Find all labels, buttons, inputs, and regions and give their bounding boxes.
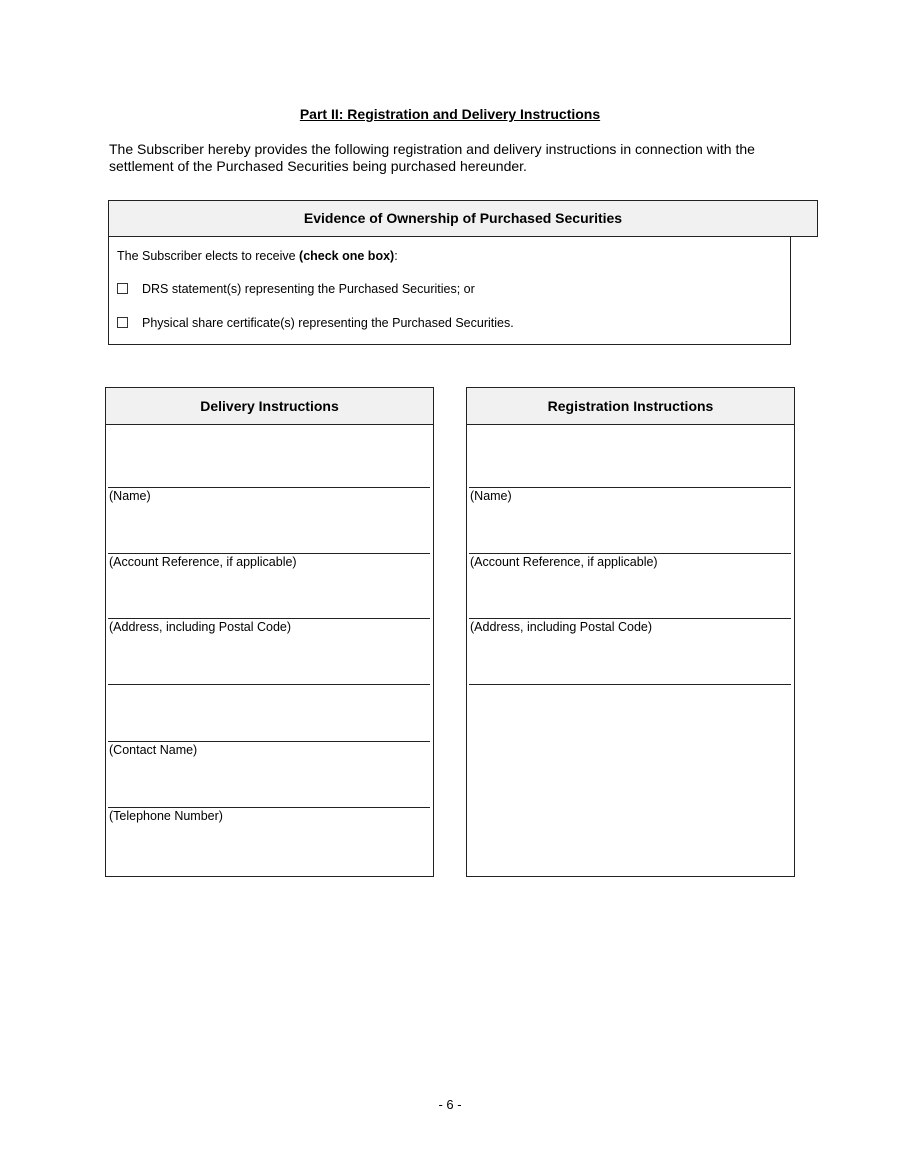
evidence-header: Evidence of Ownership of Purchased Securities (109, 201, 817, 236)
physical-checkbox[interactable] (117, 317, 128, 328)
delivery-box (105, 387, 434, 877)
registration-account-label: (Account Reference, if applicable) (470, 555, 658, 569)
delivery-name-line[interactable] (108, 487, 430, 488)
registration-header: Registration Instructions (467, 388, 794, 425)
option-drs-label: DRS statement(s) representing the Purchased Securities; or (142, 282, 475, 296)
delivery-telephone-label: (Telephone Number) (109, 809, 223, 823)
option-physical-label: Physical share certificate(s) representing the Purchased Securities. (142, 316, 514, 330)
page-number: - 6 - (438, 1097, 462, 1112)
evidence-header-box (108, 200, 818, 237)
registration-address-label: (Address, including Postal Code) (470, 620, 653, 634)
registration-box (466, 387, 795, 877)
registration-account-line[interactable] (469, 553, 791, 554)
delivery-address-line-2[interactable] (108, 684, 430, 685)
registration-address-line-2[interactable] (469, 684, 791, 685)
elect-instruction (117, 249, 398, 263)
elect-bold: (check one box) (299, 249, 395, 263)
page-title: Part II: Registration and Delivery Instructions (299, 106, 601, 122)
delivery-account-line[interactable] (108, 553, 430, 554)
registration-name-label: (Name) (470, 489, 512, 503)
drs-checkbox[interactable] (117, 283, 128, 294)
registration-address-line[interactable] (469, 618, 791, 619)
option-physical[interactable] (117, 316, 514, 330)
delivery-address-line[interactable] (108, 618, 430, 619)
intro-paragraph: The Subscriber hereby provides the following registration and delivery instructions in connection with the settlement of the Purchased Securities being purchased hereunder. (109, 141, 755, 174)
delivery-telephone-line[interactable] (108, 807, 430, 808)
delivery-name-label: (Name) (109, 489, 151, 503)
delivery-address-label: (Address, including Postal Code) (109, 620, 292, 634)
option-drs[interactable] (117, 282, 475, 296)
delivery-account-label: (Account Reference, if applicable) (109, 555, 297, 569)
delivery-contact-label: (Contact Name) (109, 743, 198, 757)
delivery-header: Delivery Instructions (106, 388, 433, 425)
elect-end: : (394, 249, 398, 263)
delivery-contact-line[interactable] (108, 741, 430, 742)
registration-name-line[interactable] (469, 487, 791, 488)
elect-text: The Subscriber elects to receive (117, 249, 300, 263)
